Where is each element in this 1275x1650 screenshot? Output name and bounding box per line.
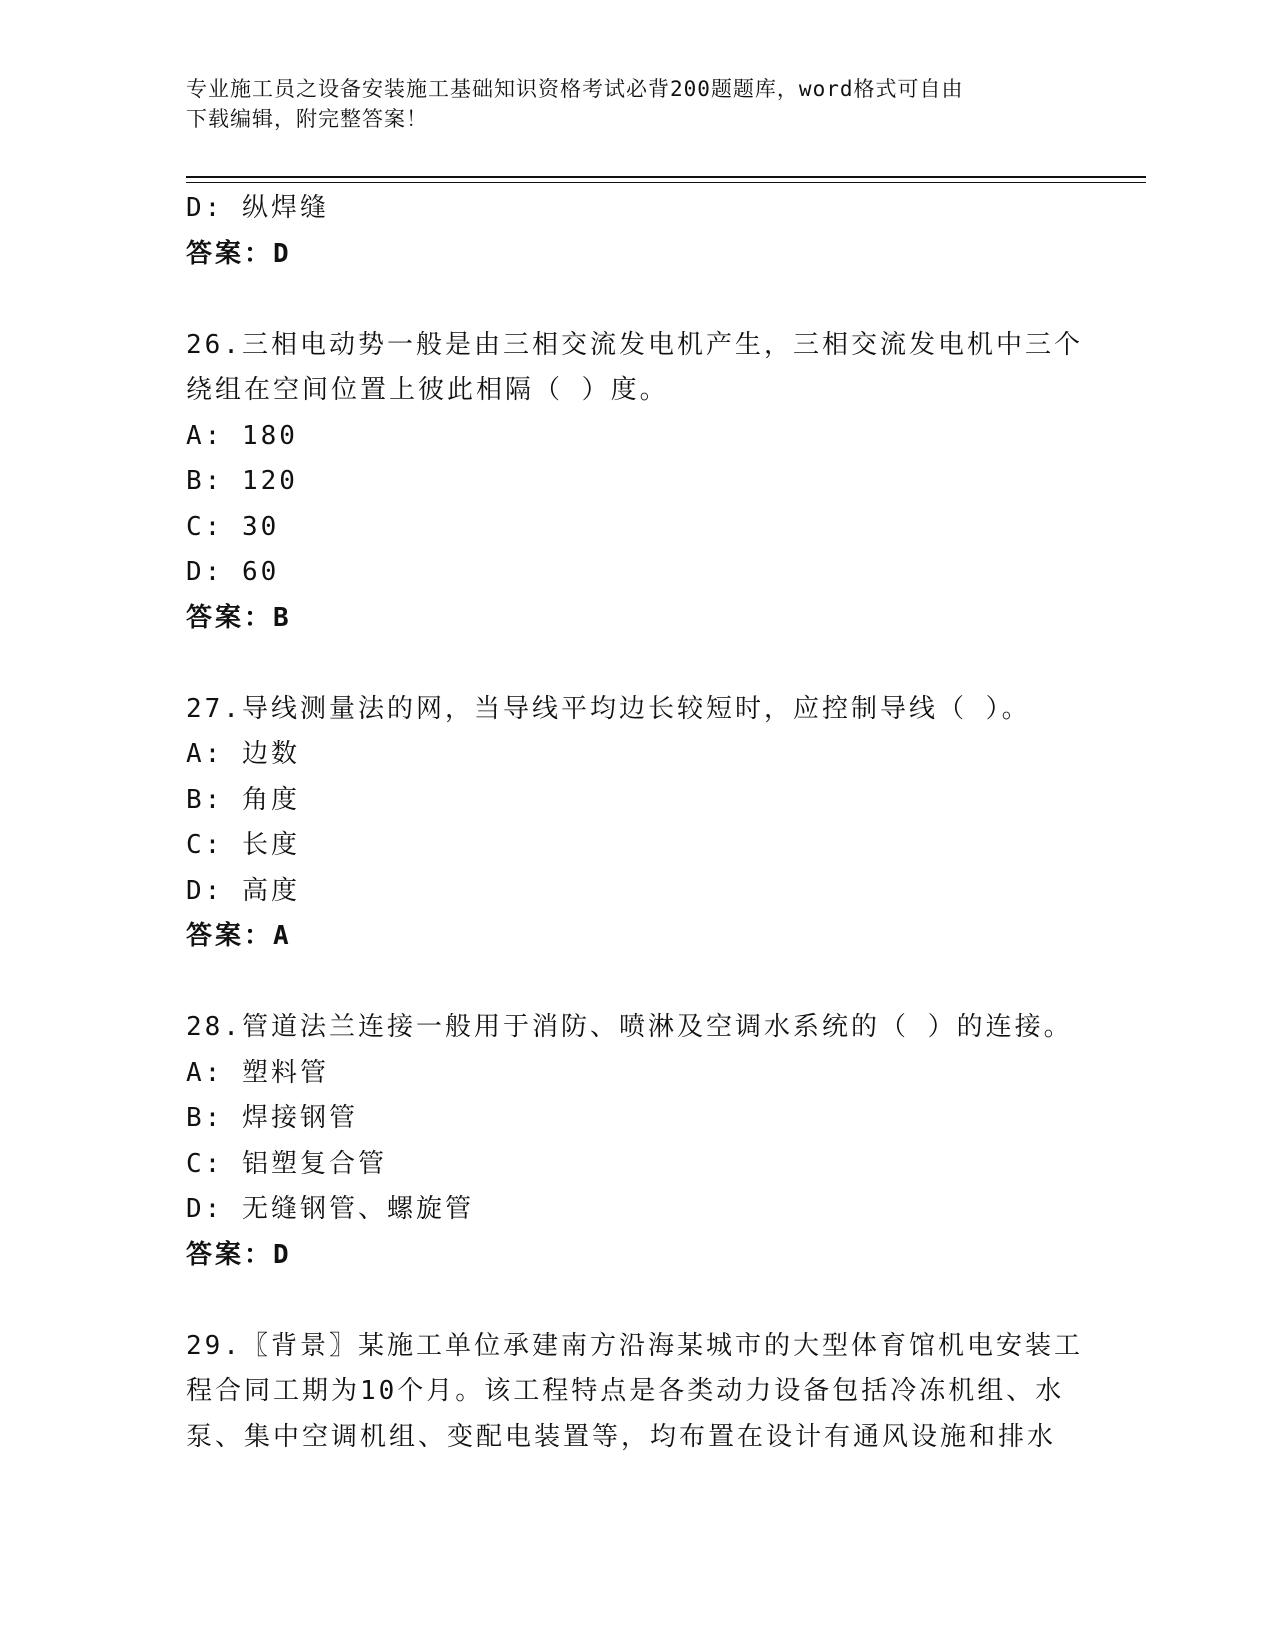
option-c: C: 铝塑复合管 <box>186 1148 387 1179</box>
option-d: D: 高度 <box>186 875 300 906</box>
header-divider-thin <box>186 182 1146 183</box>
option-c: C: 30 <box>186 511 280 542</box>
question-text: 29.〖背景〗某施工单位承建南方沿海某城市的大型体育馆机电安装工 <box>186 1330 1083 1361</box>
option-b: B: 角度 <box>186 784 300 815</box>
answer: 答案：A <box>186 921 292 951</box>
answer: 答案：B <box>186 602 292 633</box>
spacer <box>186 277 1086 323</box>
option-d: D: 无缝钢管、螺旋管 <box>186 1194 474 1224</box>
prev-answer: 答案：D <box>186 238 292 269</box>
prev-option-d: D: 纵焊缝 <box>186 193 329 223</box>
spacer <box>186 960 1086 1006</box>
spacer <box>186 641 1086 687</box>
option-b: B: 120 <box>186 466 298 496</box>
option-d: D: 60 <box>186 557 280 587</box>
option-a: A: 塑料管 <box>186 1057 329 1088</box>
question-27 <box>186 687 1086 960</box>
header-divider-thick <box>186 176 1146 178</box>
option-a: A: 180 <box>186 420 298 451</box>
question-26 <box>186 323 1086 642</box>
question-text: 绕组在空间位置上彼此相隔（ ）度。 <box>186 375 669 405</box>
question-text: 28.管道法兰连接一般用于消防、喷淋及空调水系统的（ ）的连接。 <box>186 1012 1073 1042</box>
page-header <box>186 74 1066 134</box>
option-c: C: 长度 <box>186 830 300 860</box>
question-content <box>186 186 1086 1460</box>
option-b: B: 焊接钢管 <box>186 1103 358 1133</box>
question-text: 26.三相电动势一般是由三相交流发电机产生，三相交流发电机中三个 <box>186 329 1083 360</box>
question-text: 泵、集中空调机组、变配电装置等，均布置在设计有通风设施和排水 <box>186 1421 1057 1452</box>
header-line-2: 下载编辑，附完整答案！ <box>186 107 428 131</box>
spacer <box>186 1278 1086 1324</box>
answer: 答案：D <box>186 1239 292 1270</box>
question-text: 27.导线测量法的网，当导线平均边长较短时，应控制导线（ ）。 <box>186 693 1031 724</box>
question-28 <box>186 1005 1086 1278</box>
option-a: A: 边数 <box>186 739 300 769</box>
question-29 <box>186 1324 1086 1461</box>
header-line-1: 专业施工员之设备安装施工基础知识资格考试必背200题题库，word格式可自由 <box>186 77 964 101</box>
question-text: 程合同工期为10个月。该工程特点是各类动力设备包括冷冻机组、水 <box>186 1376 1065 1406</box>
